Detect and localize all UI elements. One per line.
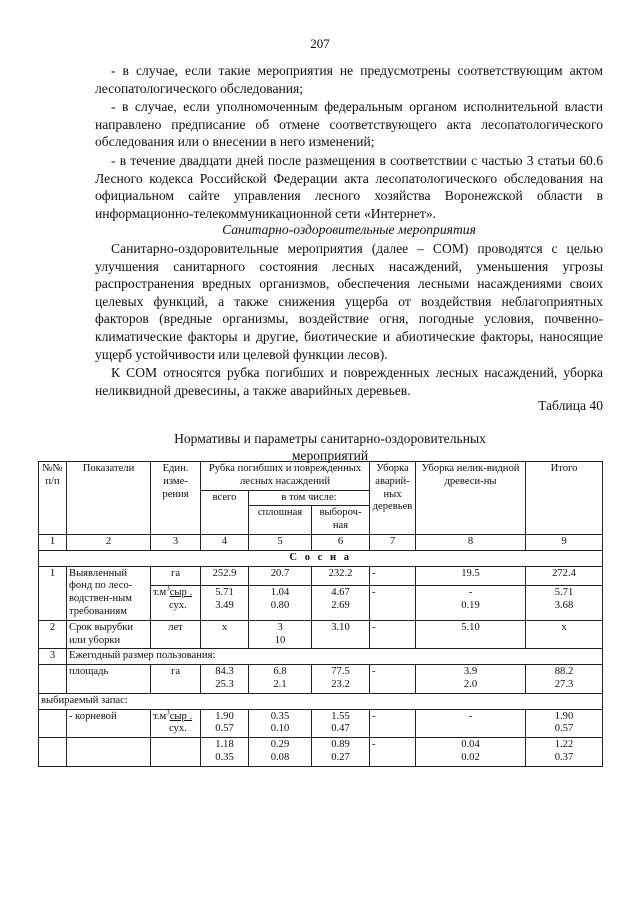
empty-cell — [67, 738, 151, 767]
row-num: 3 — [39, 649, 67, 665]
value-cell: 3 10 — [249, 620, 312, 649]
value-cell: - — [370, 665, 416, 694]
col-number: 8 — [416, 534, 526, 550]
row-num: 1 — [39, 566, 67, 620]
value-cell: 5.10 — [416, 620, 526, 649]
row-unit: га — [151, 566, 201, 585]
value-cell: 272.4 — [526, 566, 603, 585]
header-total: Итого — [526, 462, 603, 535]
header-incl: в том числе: — [249, 490, 370, 506]
norms-table — [38, 461, 603, 767]
paragraph-3: - в течение двадцати дней после размещения в соответствии с частью 3 статьи 60.6 Лесного кодекса Российской Федерации акта лесопатологического обследования на официальном сайте управления лесного хозяйства Воронежской области в информационно-телекоммуникационной сети «Интернет». — [95, 153, 603, 221]
col-number: 7 — [370, 534, 416, 550]
table-row — [39, 738, 603, 767]
table-row — [39, 649, 603, 665]
value-cell: - 0.19 — [416, 585, 526, 620]
row-unit: $т.м^3сыр$ . сух. — [151, 585, 201, 620]
col-number: 2 — [67, 534, 151, 550]
row-unit: $т.м^3сыр$ . сух. — [151, 709, 201, 738]
col-number: 4 — [201, 534, 249, 550]
value-cell: 1.22 0.37 — [526, 738, 603, 767]
col-number: 1 — [39, 534, 67, 550]
header-selective: выбороч-ная — [312, 506, 370, 535]
value-cell: 5.71 3.68 — [526, 585, 603, 620]
table-row — [39, 709, 603, 738]
header-indicators: Показатели — [67, 462, 151, 535]
col-number: 9 — [526, 534, 603, 550]
value-cell: х — [201, 620, 249, 649]
value-cell: 1.90 0.57 — [201, 709, 249, 738]
value-cell: 0.29 0.08 — [249, 738, 312, 767]
row-subtitle: выбираемый запас: — [39, 693, 603, 709]
table-row — [39, 693, 603, 709]
value-cell: 0.35 0.10 — [249, 709, 312, 738]
value-cell: - — [370, 620, 416, 649]
value-cell: 0.89 0.27 — [312, 738, 370, 767]
row-indicator: - корневой — [67, 709, 151, 738]
value-cell: - — [370, 738, 416, 767]
value-cell: 20.7 — [249, 566, 312, 585]
value-cell: 232.2 — [312, 566, 370, 585]
header-felling: Рубка погибших и поврежденных лесных насаждений — [201, 462, 370, 491]
empty-cell — [151, 738, 201, 767]
value-cell: 0.04 0.02 — [416, 738, 526, 767]
header-num: №№ п/п — [39, 462, 67, 535]
paragraph-4: Санитарно-оздоровительные мероприятия (далее – СОМ) проводятся с целью улучшения санитарного состояния лесных насаждений, уменьшения угрозы распространения вредных организмов, обеспечения лесными насаждениями своих целевых функций, а также снижения ущерба от воздействия неблагоприятных факторов (вредные организмы, воздействие огня, погодные условия, почвенно-климатические факторы и другие, биотические и абиотические факторы, наносящие ущерб устойчивости или целевой функции лесов). — [95, 241, 603, 362]
table-header-row-1 — [39, 462, 603, 491]
value-cell: 4.67 2.69 — [312, 585, 370, 620]
column-number-row — [39, 534, 603, 550]
empty-cell — [39, 665, 67, 694]
paragraph-1: - в случае, если такие мероприятия не предусмотрены соответствующим актом лесопатологического обследования; — [95, 63, 603, 96]
table-title: Нормативы и параметры санитарно-оздоровительных мероприятий — [174, 431, 486, 463]
value-cell: 6.8 2.1 — [249, 665, 312, 694]
header-unit: Един. изме-рения — [151, 462, 201, 535]
empty-cell — [39, 738, 67, 767]
paragraph-5: К СОМ относятся рубка погибших и поврежденных лесных насаждений, уборка неликвидной древесины, а также аварийных деревьев. — [95, 365, 603, 398]
value-cell: 88.2 27.3 — [526, 665, 603, 694]
value-cell: - — [370, 585, 416, 620]
row-unit: га — [151, 665, 201, 694]
header-clear: сплошная — [249, 506, 312, 535]
value-cell: - — [370, 566, 416, 585]
value-cell: 84.3 25.3 — [201, 665, 249, 694]
value-cell: 1.55 0.47 — [312, 709, 370, 738]
value-cell: 1.18 0.35 — [201, 738, 249, 767]
col-number: 6 — [312, 534, 370, 550]
header-emergency: Уборка аварий-ных деревьев — [370, 462, 416, 535]
header-all: всего — [201, 490, 249, 534]
row-num: 2 — [39, 620, 67, 649]
value-cell: 3.10 — [312, 620, 370, 649]
value-cell: 252.9 — [201, 566, 249, 585]
value-cell: 1.04 0.80 — [249, 585, 312, 620]
value-cell: 3.9 2.0 — [416, 665, 526, 694]
page-number: 207 — [310, 36, 330, 51]
row-subtitle: Ежегодный размер пользования: — [67, 649, 603, 665]
row-indicator: Срок вырубки или уборки — [67, 620, 151, 649]
value-cell: х — [526, 620, 603, 649]
empty-cell — [39, 709, 67, 738]
row-indicator: площадь — [67, 665, 151, 694]
table-row — [39, 620, 603, 649]
value-cell: 5.71 3.49 — [201, 585, 249, 620]
table-row — [39, 566, 603, 585]
value-cell: - — [370, 709, 416, 738]
section-subheading: Санитарно-оздоровительные мероприятия — [222, 222, 476, 237]
row-unit: лет — [151, 620, 201, 649]
table-label: Таблица 40 — [538, 398, 603, 413]
species-section: С о с н а — [39, 550, 603, 566]
col-number: 5 — [249, 534, 312, 550]
value-cell: - — [416, 709, 526, 738]
value-cell: 77.5 23.2 — [312, 665, 370, 694]
value-cell: 1.90 0.57 — [526, 709, 603, 738]
value-cell: 19.5 — [416, 566, 526, 585]
col-number: 3 — [151, 534, 201, 550]
table-row — [39, 665, 603, 694]
header-illiquid: Уборка нелик-видной древеси-ны — [416, 462, 526, 535]
row-indicator: Выявленный фонд по лесо-водствен-ным требованиям — [67, 566, 151, 620]
section-row — [39, 550, 603, 566]
paragraph-2: - в случае, если уполномоченным федеральным органом исполнительной власти направлено предписание об отмене соответствующего акта лесопатологического обследования или о внесении в него изменений; — [95, 99, 603, 150]
